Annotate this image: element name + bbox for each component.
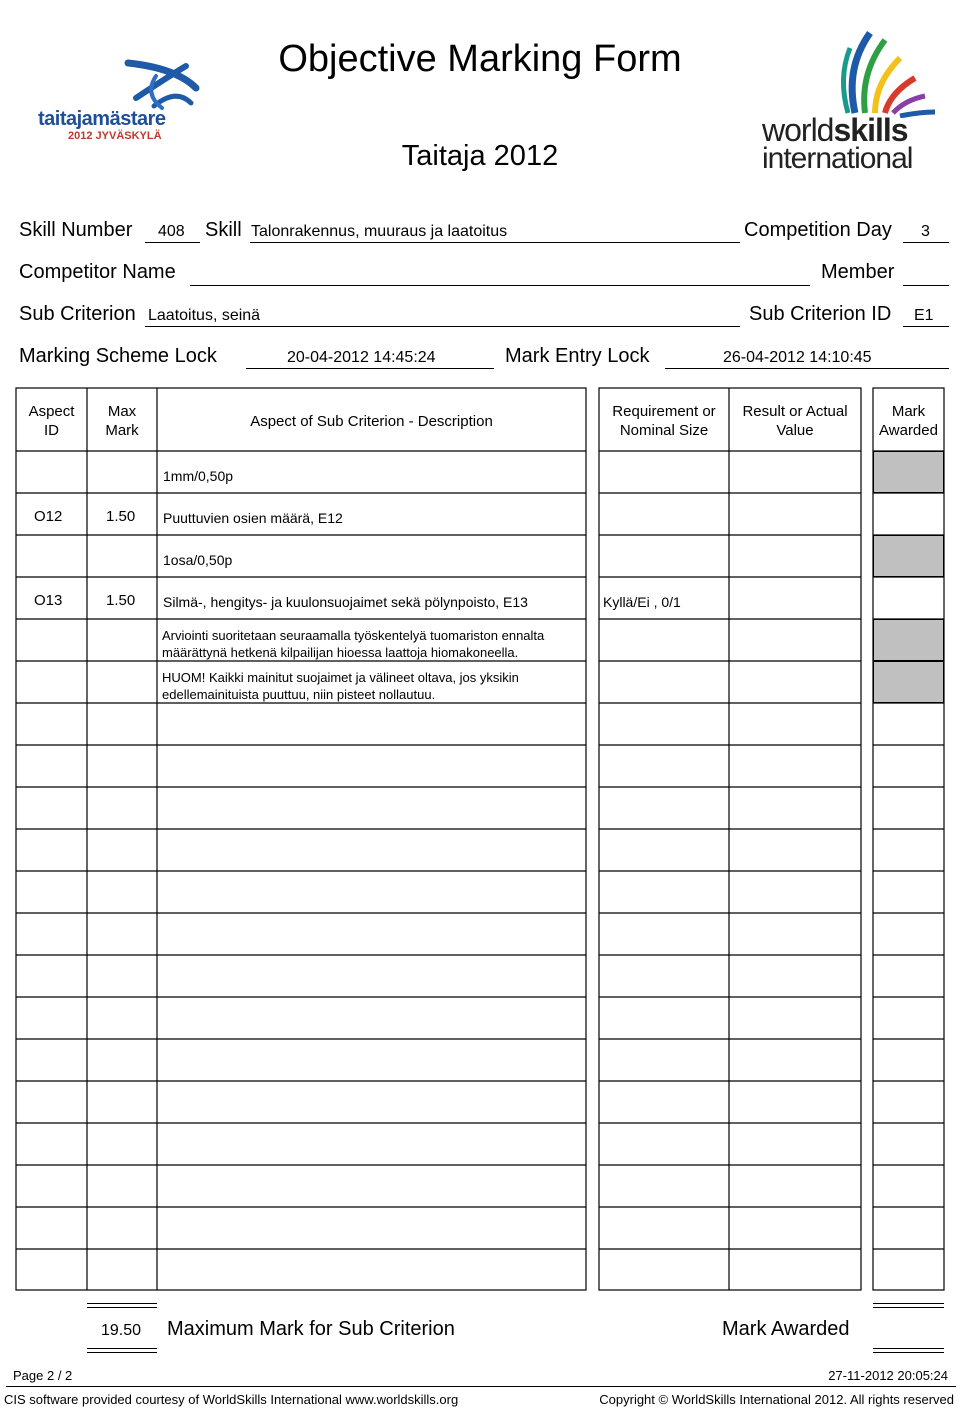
header-mark-awarded: Mark Awarded [879, 403, 938, 439]
row-note: 1mm/0,50p [163, 468, 234, 484]
cis-note: CIS software provided courtesy of WorldSkills International www.worldskills.org [4, 1392, 459, 1407]
skill-number-label: Skill Number [19, 219, 133, 241]
row-note: Arviointi suoritetaan seuraamalla työskentelyä tuomariston ennalta määrättynä hetkenä kilpailijan hioessa laattoja hiomakoneella. [162, 628, 545, 660]
sub-criterion-id-label: Sub Criterion ID [749, 303, 892, 325]
header-description: Aspect of Sub Criterion - Description [250, 413, 493, 430]
marking-scheme-lock-label: Marking Scheme Lock [19, 345, 217, 367]
aspect-id: O13 [34, 592, 63, 609]
mark-entry-lock-value: 26-04-2012 14:10:45 [723, 349, 872, 366]
mark-awarded-disabled-cell [873, 619, 944, 661]
sub-criterion-label: Sub Criterion [19, 303, 136, 325]
worldskills-logo-text-b: skills [833, 112, 908, 148]
max-total-label: Maximum Mark for Sub Criterion [167, 1318, 455, 1340]
mark-awarded-disabled-cell [873, 661, 944, 703]
header-requirement: Requirement or Nominal Size [612, 403, 716, 439]
print-timestamp: 27-11-2012 20:05:24 [828, 1368, 948, 1383]
header-result: Result or Actual Value [742, 403, 848, 439]
sub-criterion-value[interactable]: Laatoitus, seinä [148, 307, 261, 324]
worldskills-logo-text-a: world [762, 112, 834, 148]
aspect-description: Silmä-, hengitys- ja kuulonsuojaimet sekä pölynpoisto, E13 [163, 594, 528, 610]
taitaja-logo-text: taitajamästare [38, 108, 166, 130]
mark-entry-lock-label: Mark Entry Lock [505, 345, 650, 367]
mark-awarded-total-label: Mark Awarded [722, 1318, 850, 1340]
aspect-description: Puuttuvien osien määrä, E12 [163, 510, 343, 526]
awarded-total-top-rule [873, 1303, 944, 1308]
skill-value[interactable]: Talonrakennus, muuraus ja laatoitus [251, 223, 508, 240]
max-mark: 1.50 [106, 508, 136, 525]
worldskills-logo-text-c: international [762, 142, 913, 175]
row-note: HUOM! Kaikki mainitut suojaimet ja välineet oltava, jos yksikin edellemainituista puuttuu, niin pisteet nollautuu. [162, 670, 519, 702]
competition-day-label: Competition Day [744, 219, 892, 241]
aspect-id: O12 [34, 508, 63, 525]
mark-awarded-input[interactable] [874, 494, 944, 534]
total-top-rule [87, 1303, 157, 1308]
page-title: Objective Marking Form [278, 38, 682, 80]
row-note: 1osa/0,50p [163, 552, 233, 568]
member-label: Member [821, 261, 895, 283]
total-bottom-rule [87, 1348, 157, 1353]
header-aspect-id: Aspect ID [28, 403, 75, 439]
mark-awarded-input[interactable] [874, 578, 944, 618]
competitor-name-label: Competitor Name [19, 261, 176, 283]
header-max-mark: Max Mark [105, 403, 139, 439]
marking-scheme-lock-value: 20-04-2012 14:45:24 [287, 349, 436, 366]
copyright: Copyright © WorldSkills International 2012. All rights reserved [599, 1392, 954, 1407]
competition-day-value[interactable]: 3 [921, 223, 930, 240]
sub-criterion-id-value[interactable]: E1 [914, 307, 934, 324]
page-number: Page 2 / 2 [13, 1368, 73, 1383]
awarded-total-bottom-rule [873, 1348, 944, 1353]
skill-label: Skill [205, 219, 242, 241]
taitaja-logo-subtext: 2012 JYVÄSKYLÄ [68, 130, 162, 142]
mark-awarded-disabled-cell [873, 535, 944, 577]
footer-divider [6, 1386, 956, 1387]
mark-awarded-disabled-cell [873, 451, 944, 493]
max-total-value: 19.50 [101, 1322, 142, 1339]
requirement-value: Kyllä/Ei , 0/1 [603, 594, 681, 610]
max-mark: 1.50 [106, 592, 136, 609]
mark-awarded-total-input[interactable] [874, 1310, 944, 1346]
skill-number-value[interactable]: 408 [158, 223, 185, 240]
page-subtitle: Taitaja 2012 [401, 140, 559, 172]
